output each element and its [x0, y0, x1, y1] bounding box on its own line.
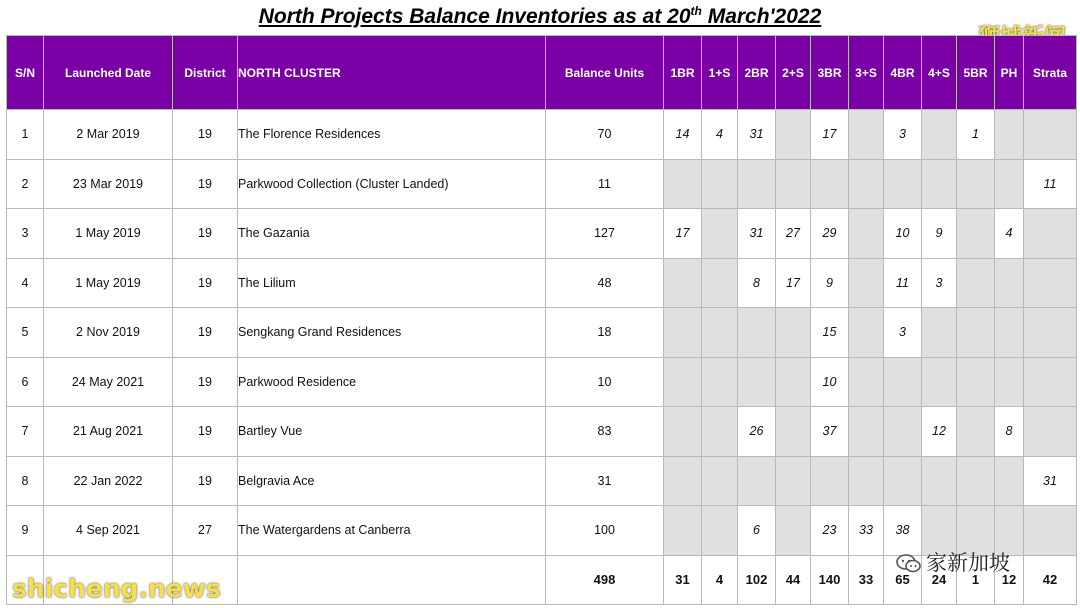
project-name-cell: Belgravia Ace: [238, 456, 546, 506]
balance-units-cell: 100: [546, 506, 664, 556]
watermark-right: [896, 547, 1010, 577]
unit-type-cell: [995, 110, 1024, 160]
sn-cell: 7: [7, 407, 44, 457]
table-row: [7, 209, 1077, 259]
unit-type-cell: 10: [884, 209, 922, 259]
unit-type-cell: [664, 506, 702, 556]
table-row: [7, 407, 1077, 457]
unit-type-cell: [849, 407, 884, 457]
district-cell: 19: [173, 258, 238, 308]
unit-type-cell: [702, 209, 738, 259]
header-strata: Strata: [1024, 36, 1077, 110]
unit-type-cell: 6: [738, 506, 776, 556]
sn-cell: 3: [7, 209, 44, 259]
header-5br: 5BR: [957, 36, 995, 110]
unit-type-cell: [702, 258, 738, 308]
unit-type-cell: 15: [811, 308, 849, 358]
unit-type-cell: [702, 357, 738, 407]
launched-date-cell: 1 May 2019: [44, 258, 173, 308]
unit-type-cell: [957, 407, 995, 457]
project-name-cell: Parkwood Residence: [238, 357, 546, 407]
total-unit-type-cell: 1: [957, 555, 995, 605]
balance-units-cell: 127: [546, 209, 664, 259]
balance-units-cell: 70: [546, 110, 664, 160]
unit-type-cell: [664, 308, 702, 358]
table-body: [7, 110, 1077, 605]
unit-type-cell: 33: [849, 506, 884, 556]
unit-type-cell: 17: [664, 209, 702, 259]
unit-type-cell: 12: [922, 407, 957, 457]
balance-units-cell: 10: [546, 357, 664, 407]
unit-type-cell: 10: [811, 357, 849, 407]
unit-type-cell: 31: [738, 209, 776, 259]
unit-type-cell: [957, 308, 995, 358]
unit-type-cell: 38: [884, 506, 922, 556]
unit-type-cell: [776, 506, 811, 556]
unit-type-cell: 29: [811, 209, 849, 259]
title-superscript: th: [690, 4, 702, 18]
total-unit-type-cell: 140: [811, 555, 849, 605]
table-row: [7, 258, 1077, 308]
launched-date-cell: 1 May 2019: [44, 209, 173, 259]
district-cell: 19: [173, 110, 238, 160]
project-name-cell: Sengkang Grand Residences: [238, 308, 546, 358]
unit-type-cell: [995, 159, 1024, 209]
balance-units-cell: 18: [546, 308, 664, 358]
unit-type-cell: 37: [811, 407, 849, 457]
project-name-cell: The Watergardens at Canberra: [238, 506, 546, 556]
unit-type-cell: [664, 407, 702, 457]
district-cell: 19: [173, 159, 238, 209]
unit-type-cell: [849, 258, 884, 308]
table-row: [7, 357, 1077, 407]
unit-type-cell: 11: [884, 258, 922, 308]
unit-type-cell: [884, 159, 922, 209]
unit-type-cell: [811, 456, 849, 506]
launched-date-cell: 2 Mar 2019: [44, 110, 173, 160]
total-unit-type-cell: 33: [849, 555, 884, 605]
unit-type-cell: [776, 456, 811, 506]
header-district: District: [173, 36, 238, 110]
watermark-right-text: 家新加坡: [926, 551, 1010, 575]
sn-cell: 4: [7, 258, 44, 308]
unit-type-cell: 9: [811, 258, 849, 308]
unit-type-cell: [664, 456, 702, 506]
unit-type-cell: [738, 357, 776, 407]
unit-type-cell: 17: [776, 258, 811, 308]
header-3-s: 3+S: [849, 36, 884, 110]
unit-type-cell: [1024, 209, 1077, 259]
balance-units-cell: 31: [546, 456, 664, 506]
unit-type-cell: [957, 456, 995, 506]
header-s-n: S/N: [7, 36, 44, 110]
title-main: North Projects Balance Inventories as at 20: [258, 5, 691, 28]
unit-type-cell: [702, 506, 738, 556]
unit-type-cell: [738, 159, 776, 209]
sn-cell: 5: [7, 308, 44, 358]
unit-type-cell: [849, 209, 884, 259]
empty-total-cell: [238, 555, 546, 605]
project-name-cell: The Florence Residences: [238, 110, 546, 160]
unit-type-cell: [1024, 110, 1077, 160]
header-launched-date: Launched Date: [44, 36, 173, 110]
table-row: [7, 456, 1077, 506]
unit-type-cell: 4: [702, 110, 738, 160]
balance-units-cell: 83: [546, 407, 664, 457]
inventory-table: [6, 35, 1077, 605]
unit-type-cell: [1024, 506, 1077, 556]
header-4-s: 4+S: [922, 36, 957, 110]
total-unit-type-cell: 102: [738, 555, 776, 605]
total-unit-type-cell: 12: [995, 555, 1024, 605]
unit-type-cell: [957, 159, 995, 209]
total-balance-units-cell: 498: [546, 555, 664, 605]
project-name-cell: Parkwood Collection (Cluster Landed): [238, 159, 546, 209]
sn-cell: 6: [7, 357, 44, 407]
unit-type-cell: [1024, 308, 1077, 358]
sn-cell: 8: [7, 456, 44, 506]
unit-type-cell: [922, 456, 957, 506]
unit-type-cell: [702, 456, 738, 506]
district-cell: 19: [173, 357, 238, 407]
unit-type-cell: [884, 456, 922, 506]
unit-type-cell: 3: [922, 258, 957, 308]
unit-type-cell: 3: [884, 110, 922, 160]
unit-type-cell: 8: [995, 407, 1024, 457]
table-row: [7, 308, 1077, 358]
sn-cell: 1: [7, 110, 44, 160]
launched-date-cell: 21 Aug 2021: [44, 407, 173, 457]
header-ph: PH: [995, 36, 1024, 110]
unit-type-cell: [664, 357, 702, 407]
unit-type-cell: [922, 159, 957, 209]
unit-type-cell: [957, 209, 995, 259]
unit-type-cell: 8: [738, 258, 776, 308]
total-unit-type-cell: 24: [922, 555, 957, 605]
total-unit-type-cell: 44: [776, 555, 811, 605]
unit-type-cell: [811, 159, 849, 209]
launched-date-cell: 22 Jan 2022: [44, 456, 173, 506]
unit-type-cell: [776, 357, 811, 407]
unit-type-cell: [776, 407, 811, 457]
unit-type-cell: [1024, 258, 1077, 308]
balance-units-cell: 11: [546, 159, 664, 209]
district-cell: 19: [173, 407, 238, 457]
header-row: [7, 36, 1077, 110]
project-name-cell: The Lilium: [238, 258, 546, 308]
unit-type-cell: 4: [995, 209, 1024, 259]
launched-date-cell: 23 Mar 2019: [44, 159, 173, 209]
project-name-cell: The Gazania: [238, 209, 546, 259]
unit-type-cell: [995, 456, 1024, 506]
unit-type-cell: 14: [664, 110, 702, 160]
unit-type-cell: [884, 357, 922, 407]
total-unit-type-cell: 4: [702, 555, 738, 605]
unit-type-cell: [738, 456, 776, 506]
unit-type-cell: 31: [1024, 456, 1077, 506]
sn-cell: 2: [7, 159, 44, 209]
watermark-bottom: shicheng.news: [12, 574, 221, 603]
header-balance-units: Balance Units: [546, 36, 664, 110]
unit-type-cell: [776, 159, 811, 209]
unit-type-cell: [922, 357, 957, 407]
district-cell: 19: [173, 209, 238, 259]
unit-type-cell: [884, 407, 922, 457]
unit-type-cell: [738, 308, 776, 358]
header-north-cluster: NORTH CLUSTER: [238, 36, 546, 110]
unit-type-cell: 3: [884, 308, 922, 358]
sn-cell: 9: [7, 506, 44, 556]
unit-type-cell: [1024, 407, 1077, 457]
unit-type-cell: 17: [811, 110, 849, 160]
unit-type-cell: [664, 258, 702, 308]
unit-type-cell: [776, 110, 811, 160]
unit-type-cell: 1: [957, 110, 995, 160]
unit-type-cell: [922, 110, 957, 160]
unit-type-cell: [849, 357, 884, 407]
header-1br: 1BR: [664, 36, 702, 110]
page-title: [0, 4, 1080, 29]
header-2br: 2BR: [738, 36, 776, 110]
unit-type-cell: [957, 258, 995, 308]
unit-type-cell: 11: [1024, 159, 1077, 209]
launched-date-cell: 4 Sep 2021: [44, 506, 173, 556]
unit-type-cell: [849, 308, 884, 358]
unit-type-cell: 9: [922, 209, 957, 259]
unit-type-cell: [776, 308, 811, 358]
unit-type-cell: [957, 357, 995, 407]
unit-type-cell: [664, 159, 702, 209]
balance-units-cell: 48: [546, 258, 664, 308]
unit-type-cell: [995, 308, 1024, 358]
district-cell: 19: [173, 456, 238, 506]
unit-type-cell: [922, 308, 957, 358]
unit-type-cell: [995, 357, 1024, 407]
district-cell: 27: [173, 506, 238, 556]
unit-type-cell: [702, 308, 738, 358]
unit-type-cell: 27: [776, 209, 811, 259]
unit-type-cell: [849, 456, 884, 506]
unit-type-cell: [1024, 357, 1077, 407]
header-2-s: 2+S: [776, 36, 811, 110]
table-row: [7, 110, 1077, 160]
unit-type-cell: 23: [811, 506, 849, 556]
unit-type-cell: 26: [738, 407, 776, 457]
launched-date-cell: 24 May 2021: [44, 357, 173, 407]
table-row: [7, 159, 1077, 209]
district-cell: 19: [173, 308, 238, 358]
unit-type-cell: [702, 407, 738, 457]
total-unit-type-cell: 42: [1024, 555, 1077, 605]
header-1-s: 1+S: [702, 36, 738, 110]
unit-type-cell: [849, 159, 884, 209]
total-unit-type-cell: 65: [884, 555, 922, 605]
title-tail: March'2022: [701, 5, 822, 28]
header-3br: 3BR: [811, 36, 849, 110]
unit-type-cell: [702, 159, 738, 209]
wechat-icon: [896, 554, 922, 574]
unit-type-cell: [849, 110, 884, 160]
launched-date-cell: 2 Nov 2019: [44, 308, 173, 358]
header-4br: 4BR: [884, 36, 922, 110]
total-unit-type-cell: 31: [664, 555, 702, 605]
project-name-cell: Bartley Vue: [238, 407, 546, 457]
unit-type-cell: [995, 258, 1024, 308]
unit-type-cell: 31: [738, 110, 776, 160]
